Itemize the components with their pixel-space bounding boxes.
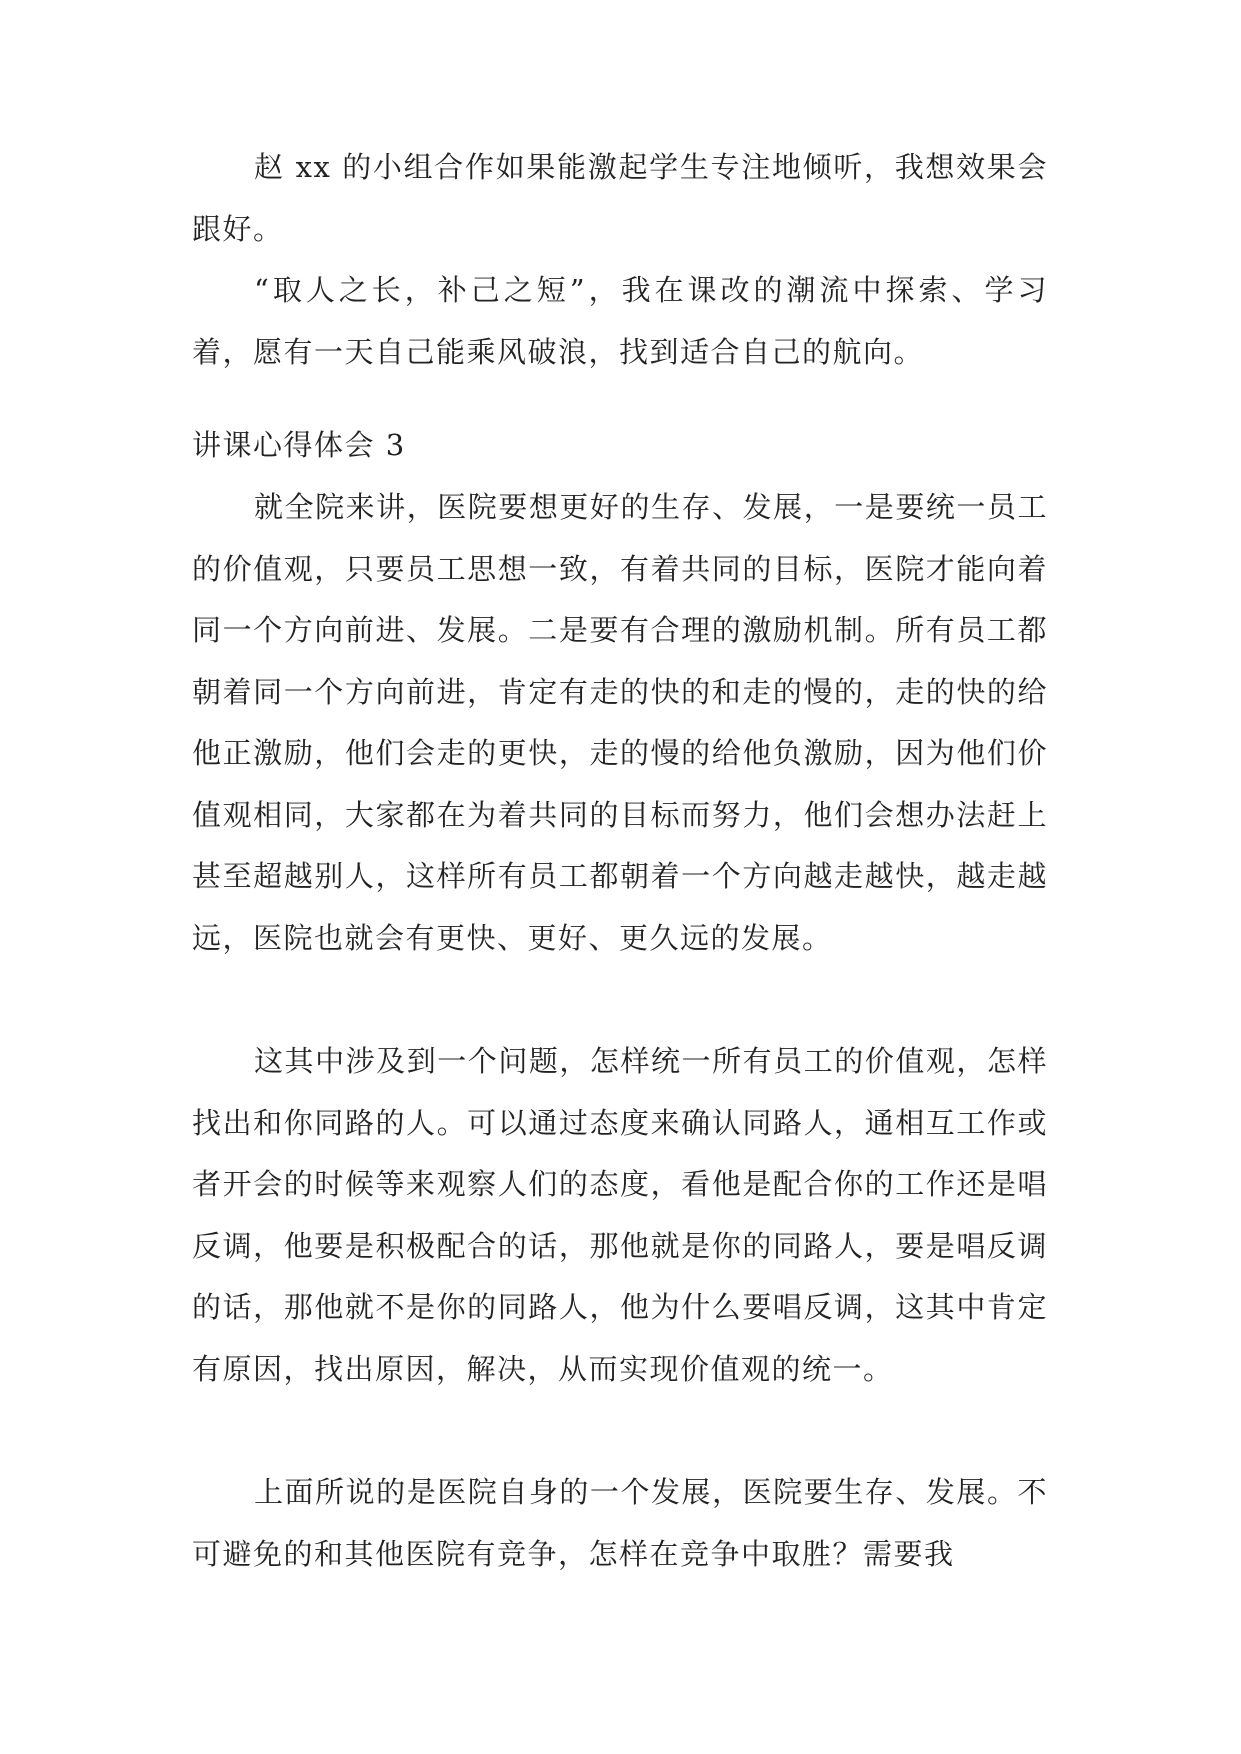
body-paragraph: 上面所说的是医院自身的一个发展，医院要生存、发展。不可避免的和其他医院有竞争，怎样在竞争中取胜？需要我 — [192, 1475, 1048, 1571]
body-paragraph: 这其中涉及到一个问题，怎样统一所有员工的价值观，怎样找出和你同路的人。可以通过态度来确认同路人，通相互工作或者开会的时候等来观察人们的态度，看他是配合你的工作还是唱反调，他要是积极配合的话，那他就是你的同路人，要是唱反调的话，那他就不是你的同路人，他为什么要唱反调，这其中肯定有原因，找出原因，解决，从而实现价值观的统一。 — [192, 1044, 1048, 1386]
body-paragraph: 就全院来讲，医院要想更好的生存、发展，一是要统一员工的价值观，只要员工思想一致，有着共同的目标，医院才能向着同一个方向前进、发展。二是要有合理的激励机制。所有员工都朝着同一个方向前进，肯定有走的快的和走的慢的，走的快的给他正激励，他们会走的更快，走的慢的给他负激励，因为他们价值观相同，大家都在为着共同的目标而努力，他们会想办法赶上甚至超越别人，这样所有员工都朝着一个方向越走越快，越走越远，医院也就会有更快、更好、更久远的发展。 — [192, 490, 1048, 955]
body-paragraph: “取人之长，补己之短”，我在课改的潮流中探索、学习着，愿有一天自己能乘风破浪，找到适合自己的航向。 — [192, 273, 1048, 369]
body-paragraph: 赵 xx 的小组合作如果能激起学生专注地倾听，我想效果会跟好。 — [192, 150, 1048, 246]
section-heading: 讲课心得体会 3 — [192, 428, 406, 462]
